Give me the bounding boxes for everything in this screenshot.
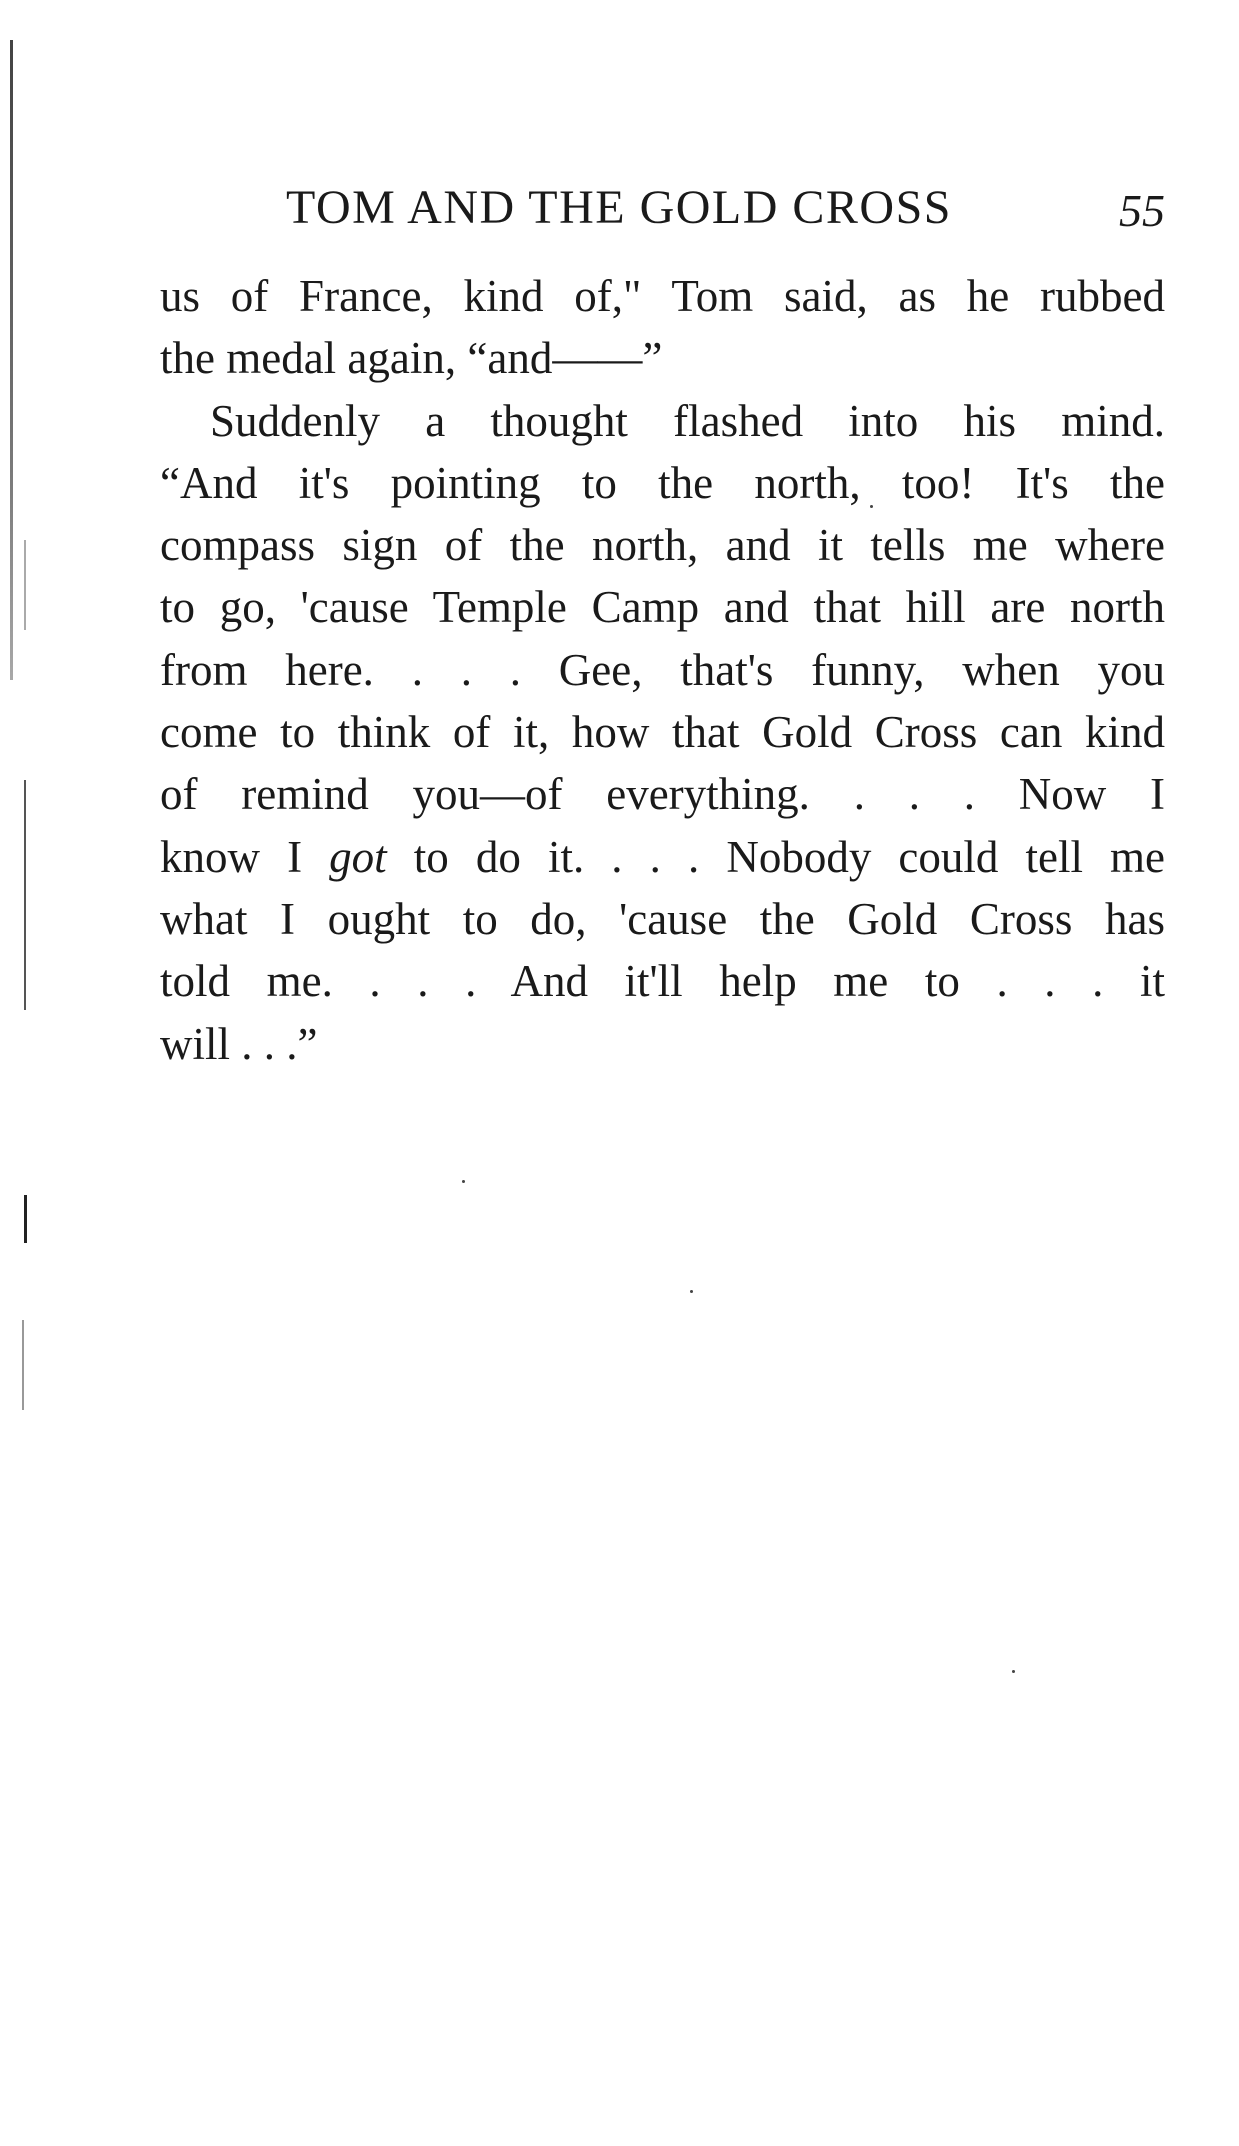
text-segment: know I xyxy=(160,831,303,882)
italic-word: got xyxy=(329,831,387,882)
binding-edge xyxy=(10,40,13,680)
binding-speck xyxy=(24,540,26,630)
scan-speck xyxy=(462,1180,465,1183)
text-line: us of France, kind of," Tom said, as he rubbed xyxy=(160,271,1165,321)
text-line: Suddenly a thought flashed into his mind. xyxy=(210,395,1165,446)
binding-speck xyxy=(24,780,26,1010)
page-number: 55 xyxy=(1119,185,1165,236)
text-line: come to think of it, how that Gold Cross can kind xyxy=(160,707,1165,758)
text-line: will . . .” xyxy=(160,1018,318,1069)
text-line xyxy=(160,826,1165,888)
running-head: TOM AND THE GOLD CROSS xyxy=(286,181,952,234)
page-header xyxy=(160,180,1165,240)
text-line: compass sign of the north, and it tells me where xyxy=(160,520,1165,571)
text-segment: to do it. . . . Nobody could tell me xyxy=(413,831,1166,882)
text-line: to go, 'cause Temple Camp and that hill are north xyxy=(160,582,1165,633)
body-text xyxy=(160,265,1165,1075)
binding-speck xyxy=(24,1195,27,1243)
text-line: what I ought to do, 'cause the Gold Cross has xyxy=(160,893,1165,944)
binding-speck xyxy=(22,1320,24,1410)
text-line: of remind you—of everything. . . . Now I xyxy=(160,769,1165,820)
text-line: “And it's pointing to the north, too! It's the xyxy=(160,457,1165,508)
scan-speck xyxy=(690,1290,693,1293)
scan-speck xyxy=(1012,1670,1015,1673)
text-line: told me. . . . And it'll help me to . . . it xyxy=(160,956,1165,1007)
text-line: from here. . . . Gee, that's funny, when you xyxy=(160,644,1165,695)
text-line: the medal again, “and——” xyxy=(160,333,663,384)
